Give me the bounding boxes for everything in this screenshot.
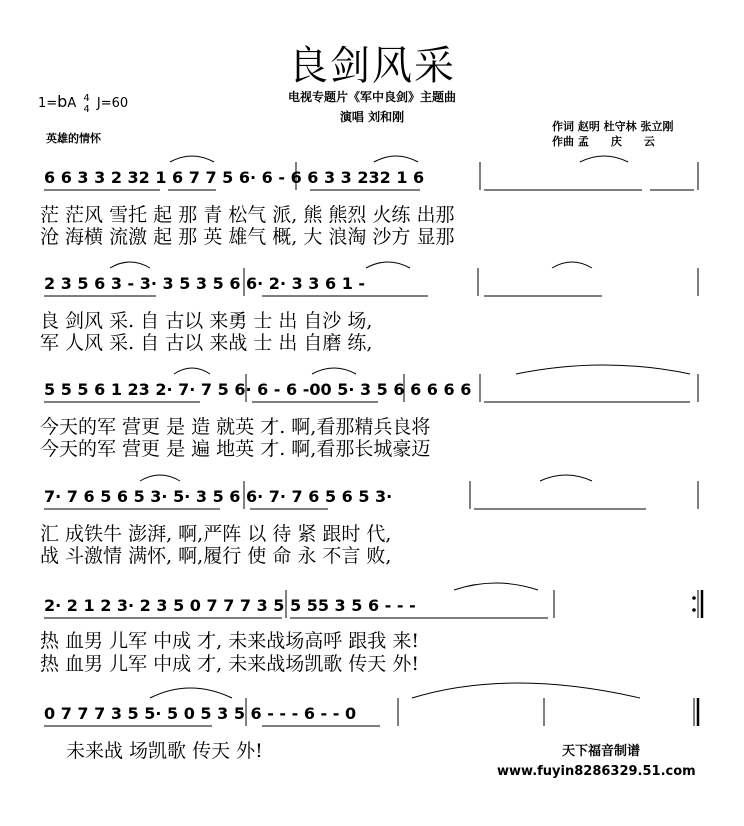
lyric-line: 热 血男 儿军 中成 才, 未来战场凯歌 传天 外!: [40, 653, 419, 675]
key-prefix: 1=: [38, 96, 58, 111]
tie: [170, 156, 214, 162]
tie: [174, 368, 210, 374]
tie: [374, 156, 418, 162]
lyric-line: 汇 成铁牛 澎湃, 啊,严阵 以 待 紧 跟时 代,: [40, 523, 392, 545]
song-title: 良剑风采: [288, 43, 456, 89]
time-top: 4: [83, 92, 90, 104]
lyric-line: 军 人风 采. 自 古以 来战 士 出 自磨 练,: [40, 332, 373, 354]
tempo-marking: J=60: [96, 96, 129, 111]
repeat-dot: [692, 608, 696, 612]
tie: [540, 475, 592, 481]
lyric-line: 今天的军 营更 是 造 就英 才. 啊,看那精兵良将: [40, 416, 431, 438]
tie: [366, 262, 410, 268]
lyric-line: 良 剑风 采. 自 古以 来勇 士 出 自沙 场,: [40, 310, 373, 332]
notes-row-5: 2· 2 1 2 3· 2 3 5 0 7 7 7 3 5 5 55 3 5 6 - - -: [44, 596, 416, 615]
mood-marking: 英雄的情怀: [46, 132, 101, 145]
lyric-line: 沧 海横 流激 起 那 英 雄气 概, 大 浪淘 沙方 显那: [40, 226, 455, 248]
repeat-dot: [692, 596, 696, 600]
tie: [454, 583, 538, 590]
website-link[interactable]: www.fuyin8286329.51.com: [497, 764, 696, 779]
key-flat: b: [57, 92, 68, 111]
time-bottom: 4: [83, 103, 90, 115]
notes-row-1: 6 6 3 3 2 32 1 6 7 7 5 6· 6 - 6 6 3 3 232 1 6: [44, 168, 425, 187]
lyric-line: 茫 茫风 雪托 起 那 青 松气 派, 熊 熊烈 火练 出那: [40, 204, 455, 226]
notes-row-4: 7· 7 6 5 6 5 3· 5· 3 5 6 6· 7· 7 6 5 6 5 3·: [44, 487, 393, 506]
notes-row-2: 2 3 5 6 3 - 3· 3 5 3 5 6 6· 2· 3 3 6 1 -: [44, 274, 366, 293]
tie: [140, 475, 180, 481]
tie: [552, 262, 592, 268]
notes-row-6: 0 7 7 7 3 5 5· 5 0 5 3 5 6 - - - 6 - - 0: [44, 704, 357, 723]
tie: [312, 368, 356, 374]
lyricist-credit: 作词 赵明 杜守林 张立刚: [552, 120, 674, 133]
tie: [516, 365, 690, 374]
studio-credit: 天下福音制谱: [562, 744, 641, 759]
tie: [110, 262, 150, 268]
tie: [150, 688, 232, 698]
lyric-line: 今天的军 营更 是 遍 地英 才. 啊,看那长城豪迈: [40, 438, 431, 460]
singer-credit: 演唱 刘和刚: [339, 110, 405, 124]
lyric-line: 战 斗激情 满怀, 啊,履行 使 命 永 不言 败,: [40, 545, 392, 567]
lyric-line: 未来战 场凯歌 传天 外!: [66, 740, 263, 762]
notes-row-3: 5 5 5 6 1 23 2· 7· 7 5 6· 6 - 6 -00 5· 3 5 6 6 6 6 6: [44, 380, 472, 399]
composer-credit: 作曲 孟 庆 云: [552, 135, 655, 148]
song-subtitle: 电视专题片《军中良剑》主题曲: [287, 90, 456, 104]
tie: [580, 156, 628, 162]
tie: [412, 683, 640, 698]
key-note: A: [67, 96, 77, 111]
lyric-line: 热 血男 儿军 中成 才, 未来战场高呼 跟我 来!: [40, 630, 419, 652]
